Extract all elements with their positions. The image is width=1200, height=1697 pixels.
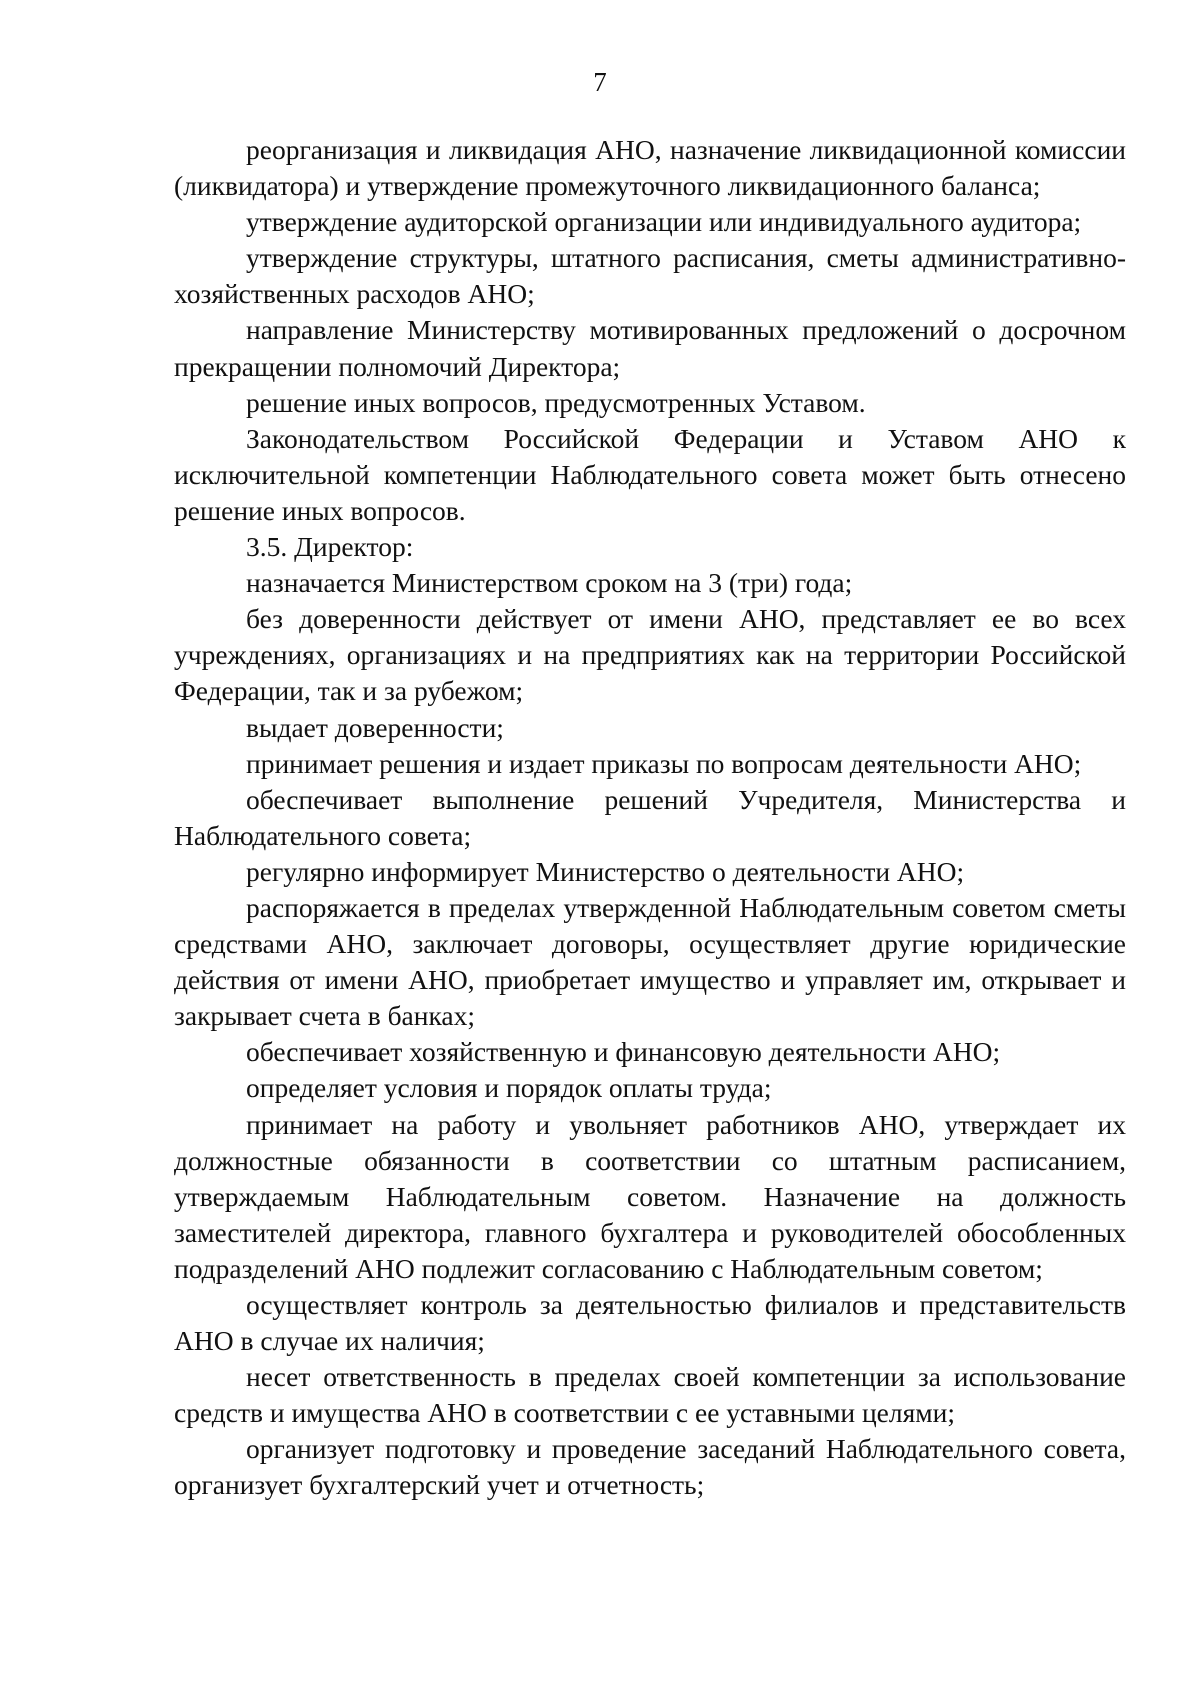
- document-body: [174, 132, 1126, 1504]
- paragraph-exclusive-competence: Законодательством Российской Федерации и Уставом АНО к исключительной компетенции Наблюдательного совета может быть отнесено решение иных вопросов.: [174, 422, 1126, 526]
- paragraph-power-of-attorney: выдает доверенности;: [246, 711, 504, 743]
- paragraph-orders: принимает решения и издает приказы по вопросам деятельности АНО;: [246, 747, 1082, 779]
- paragraph-ministry-informing: регулярно информирует Министерство о деятельности АНО;: [246, 855, 965, 887]
- paragraph-other-matters: решение иных вопросов, предусмотренных Уставом.: [246, 386, 866, 418]
- section-heading-director: 3.5. Директор:: [246, 531, 414, 563]
- paragraph-branch-control: осуществляет контроль за деятельностью филиалов и представительств АНО в случае их наличия;: [174, 1289, 1126, 1357]
- paragraph-budget-management: распоряжается в пределах утвержденной Наблюдательным советом сметы средствами АНО, заключает договоры, осуществляет другие юридические действия от имени АНО, приобретает имущество и управляет им, открывает и закрывает счета в банках;: [174, 891, 1126, 1032]
- page-number: 7: [593, 67, 607, 97]
- paragraph-decisions-execution: обеспечивает выполнение решений Учредителя, Министерства и Наблюдательного совета;: [174, 783, 1126, 851]
- paragraph-economic-activity: обеспечивает хозяйственную и финансовую деятельности АНО;: [246, 1036, 1001, 1068]
- paragraph-meetings-accounting: организует подготовку и проведение заседаний Наблюдательного совета, организует бухгалтерский учет и отчетность;: [174, 1433, 1126, 1501]
- paragraph-director-representation: без доверенности действует от имени АНО, представляет ее во всех учреждениях, организациях и на предприятиях как на территории Российской Федерации, так и за рубежом;: [174, 603, 1126, 707]
- paragraph-payment-terms: определяет условия и порядок оплаты труда;: [246, 1072, 772, 1104]
- paragraph-hiring: принимает на работу и увольняет работников АНО, утверждает их должностные обязанности в соответствии со штатным расписанием, утверждаемым Наблюдательным советом. Назначение на должность заместителей директора, главного бухгалтера и руководителей обособленных подразделений АНО подлежит согласованию с Наблюдательным советом;: [174, 1108, 1126, 1284]
- paragraph-responsibility: несет ответственность в пределах своей компетенции за использование средств и имущества АНО в соответствии с ее уставными целями;: [174, 1361, 1126, 1429]
- paragraph-director-termination-proposals: направление Министерству мотивированных предложений о досрочном прекращении полномочий Директора;: [174, 314, 1126, 382]
- paragraph-structure-approval: утверждение структуры, штатного расписания, сметы административно-хозяйственных расходов АНО;: [174, 242, 1126, 310]
- paragraph-reorganization: реорганизация и ликвидация АНО, назначение ликвидационной комиссии (ликвидатора) и утверждение промежуточного ликвидационного баланса;: [174, 134, 1126, 202]
- paragraph-auditor-approval: утверждение аудиторской организации или индивидуального аудитора;: [246, 206, 1082, 238]
- paragraph-director-appointment: назначается Министерством сроком на 3 (три) года;: [246, 567, 853, 599]
